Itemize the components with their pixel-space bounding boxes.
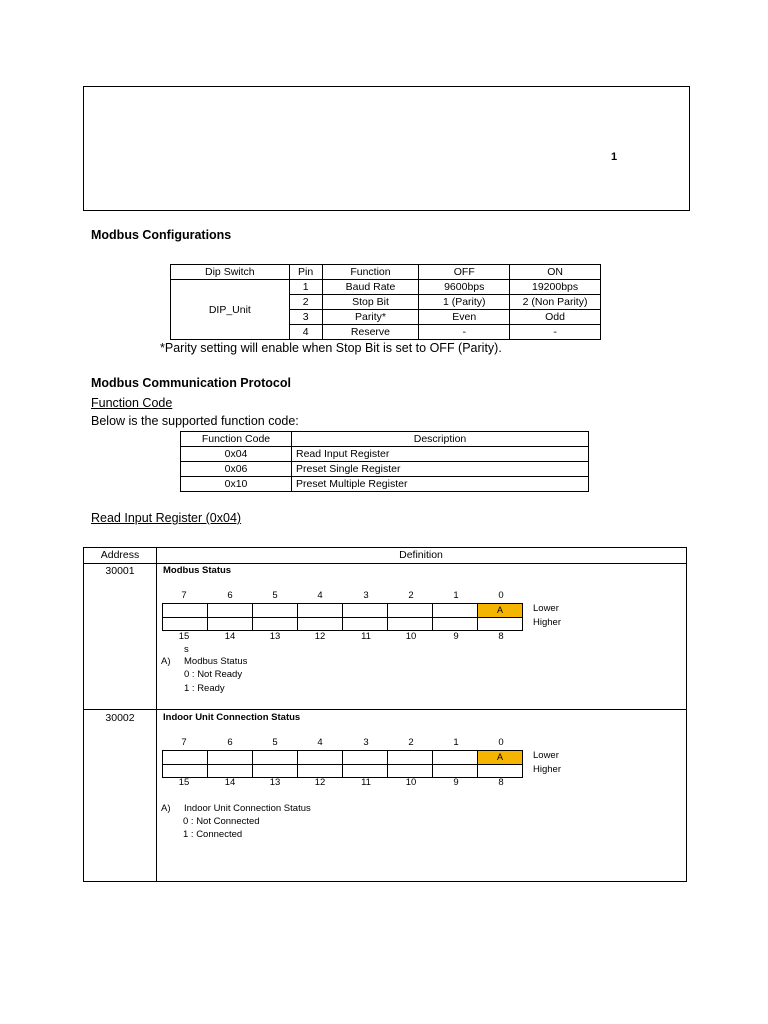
bit-number: 0 bbox=[498, 737, 504, 748]
bit-number: 4 bbox=[317, 737, 323, 748]
bit-number: 11 bbox=[361, 631, 371, 642]
function-code-heading: Function Code bbox=[91, 396, 173, 410]
header-box bbox=[83, 86, 690, 211]
column-divider bbox=[156, 548, 157, 881]
bit-number: 2 bbox=[408, 590, 414, 601]
table-row bbox=[181, 447, 589, 462]
fc-desc: Preset Single Register bbox=[292, 462, 589, 477]
bit-cell bbox=[433, 618, 478, 631]
read-input-heading: Read Input Register (0x04) bbox=[91, 511, 242, 525]
register-address: 30002 bbox=[105, 712, 135, 724]
config-col-off: OFF bbox=[419, 265, 510, 280]
protocol-title: Modbus Communication Protocol bbox=[91, 376, 291, 390]
config-function: Reserve bbox=[322, 325, 419, 340]
register-col-address: Address bbox=[100, 549, 140, 561]
config-pin: 3 bbox=[289, 310, 322, 325]
bit-number: 3 bbox=[363, 590, 369, 601]
bit-cell bbox=[163, 751, 208, 765]
bit-number: 12 bbox=[314, 777, 326, 788]
bit-cell bbox=[298, 765, 343, 778]
table-row bbox=[181, 432, 589, 447]
bit-grid bbox=[162, 750, 523, 778]
bit-number: 14 bbox=[224, 631, 236, 642]
row-divider bbox=[84, 709, 686, 710]
bit-cell bbox=[343, 604, 388, 618]
bit-number: 0 bbox=[498, 590, 504, 601]
bit-number: 6 bbox=[227, 737, 233, 748]
config-on: 19200bps bbox=[510, 280, 601, 295]
item-letter: A) bbox=[161, 656, 171, 667]
bit-number: 9 bbox=[453, 777, 459, 788]
bit-number: 14 bbox=[224, 777, 236, 788]
stray-char: s bbox=[184, 644, 189, 655]
config-function: Baud Rate bbox=[322, 280, 419, 295]
bit-cell bbox=[478, 618, 523, 631]
register-table bbox=[83, 547, 687, 882]
bit-cell bbox=[388, 751, 433, 765]
lower-label: Lower bbox=[533, 750, 559, 761]
table-row bbox=[171, 280, 601, 295]
table-row bbox=[171, 265, 601, 280]
fc-code: 0x06 bbox=[181, 462, 292, 477]
function-code-intro: Below is the supported function code: bbox=[91, 414, 299, 428]
fc-desc: Read Input Register bbox=[292, 447, 589, 462]
bit-cell bbox=[163, 604, 208, 618]
register-address: 30001 bbox=[105, 565, 135, 577]
table-row bbox=[181, 462, 589, 477]
bit-number: 13 bbox=[269, 631, 281, 642]
bit-cell bbox=[343, 618, 388, 631]
config-switch-name: DIP_Unit bbox=[171, 280, 290, 340]
bit-number: 13 bbox=[269, 777, 281, 788]
bit-cell bbox=[163, 765, 208, 778]
config-col-pin: Pin bbox=[289, 265, 322, 280]
bit-cell bbox=[388, 618, 433, 631]
bit-cell bbox=[208, 751, 253, 765]
fc-code: 0x10 bbox=[181, 477, 292, 492]
config-col-dip: Dip Switch bbox=[171, 265, 290, 280]
config-pin: 4 bbox=[289, 325, 322, 340]
bit-cell bbox=[253, 751, 298, 765]
bit-cell bbox=[208, 604, 253, 618]
higher-label: Higher bbox=[533, 764, 561, 775]
register-title: Indoor Unit Connection Status bbox=[163, 712, 301, 723]
bit-cell bbox=[298, 751, 343, 765]
item-name: Indoor Unit Connection Status bbox=[184, 803, 311, 814]
page-number: 1 bbox=[611, 151, 618, 163]
config-pin: 2 bbox=[289, 295, 322, 310]
bit-number: 5 bbox=[272, 590, 278, 601]
bit-cell bbox=[433, 604, 478, 618]
bit-cell bbox=[388, 765, 433, 778]
config-note: *Parity setting will enable when Stop Bit is set to OFF (Parity). bbox=[160, 341, 502, 355]
higher-label: Higher bbox=[533, 617, 561, 628]
bit-cell bbox=[163, 618, 208, 631]
fc-col-desc: Description bbox=[292, 432, 589, 447]
bit-number: 15 bbox=[178, 631, 190, 642]
register-col-definition: Definition bbox=[399, 549, 443, 561]
bit-cell bbox=[298, 618, 343, 631]
bit-number: 4 bbox=[317, 590, 323, 601]
config-col-on: ON bbox=[510, 265, 601, 280]
bit-number: 9 bbox=[453, 631, 459, 642]
config-function: Stop Bit bbox=[322, 295, 419, 310]
table-row bbox=[163, 618, 523, 631]
bit-cell bbox=[208, 618, 253, 631]
item-letter: A) bbox=[161, 803, 171, 814]
item-name: Modbus Status bbox=[184, 656, 248, 667]
bit-number: 8 bbox=[498, 777, 504, 788]
item-value: 1 : Ready bbox=[184, 683, 225, 694]
bit-number: 1 bbox=[453, 590, 459, 601]
fc-code: 0x04 bbox=[181, 447, 292, 462]
config-off: - bbox=[419, 325, 510, 340]
bit-number: 2 bbox=[408, 737, 414, 748]
fc-desc: Preset Multiple Register bbox=[292, 477, 589, 492]
item-value: 0 : Not Ready bbox=[184, 669, 243, 680]
lower-label: Lower bbox=[533, 603, 559, 614]
config-table bbox=[170, 264, 601, 340]
item-value: 1 : Connected bbox=[183, 829, 243, 840]
row-divider bbox=[84, 563, 686, 564]
table-row bbox=[163, 751, 523, 765]
bit-grid bbox=[162, 603, 523, 631]
bit-cell bbox=[298, 604, 343, 618]
config-on: Odd bbox=[510, 310, 601, 325]
config-pin: 1 bbox=[289, 280, 322, 295]
config-col-function: Function bbox=[322, 265, 419, 280]
bit-cell bbox=[253, 604, 298, 618]
config-off: 9600bps bbox=[419, 280, 510, 295]
function-code-table bbox=[180, 431, 589, 492]
bit-number: 3 bbox=[363, 737, 369, 748]
fc-col-code: Function Code bbox=[181, 432, 292, 447]
bit-cell bbox=[253, 765, 298, 778]
item-value: 0 : Not Connected bbox=[183, 816, 260, 827]
bit-cell bbox=[253, 618, 298, 631]
config-on: - bbox=[510, 325, 601, 340]
table-row bbox=[181, 477, 589, 492]
bit-cell bbox=[208, 765, 253, 778]
bit-number: 6 bbox=[227, 590, 233, 601]
config-off: 1 (Parity) bbox=[419, 295, 510, 310]
bit-cell bbox=[433, 765, 478, 778]
bit-number: 7 bbox=[181, 737, 187, 748]
bit-number: 5 bbox=[272, 737, 278, 748]
bit-cell bbox=[388, 604, 433, 618]
bit-number: 11 bbox=[361, 777, 371, 788]
bit-number: 7 bbox=[181, 590, 187, 601]
table-row bbox=[163, 765, 523, 778]
bit-cell-highlight: A bbox=[478, 751, 523, 765]
bit-number: 12 bbox=[314, 631, 326, 642]
bit-number: 1 bbox=[453, 737, 459, 748]
bit-cell bbox=[478, 765, 523, 778]
bit-cell bbox=[433, 751, 478, 765]
bit-number: 15 bbox=[178, 777, 190, 788]
config-function: Parity* bbox=[322, 310, 419, 325]
config-title: Modbus Configurations bbox=[91, 228, 232, 242]
bit-cell-highlight: A bbox=[478, 604, 523, 618]
bit-number: 10 bbox=[405, 777, 417, 788]
config-on: 2 (Non Parity) bbox=[510, 295, 601, 310]
table-row bbox=[163, 604, 523, 618]
config-off: Even bbox=[419, 310, 510, 325]
bit-number: 8 bbox=[498, 631, 504, 642]
bit-cell bbox=[343, 765, 388, 778]
bit-cell bbox=[343, 751, 388, 765]
register-title: Modbus Status bbox=[163, 565, 232, 576]
bit-number: 10 bbox=[405, 631, 417, 642]
